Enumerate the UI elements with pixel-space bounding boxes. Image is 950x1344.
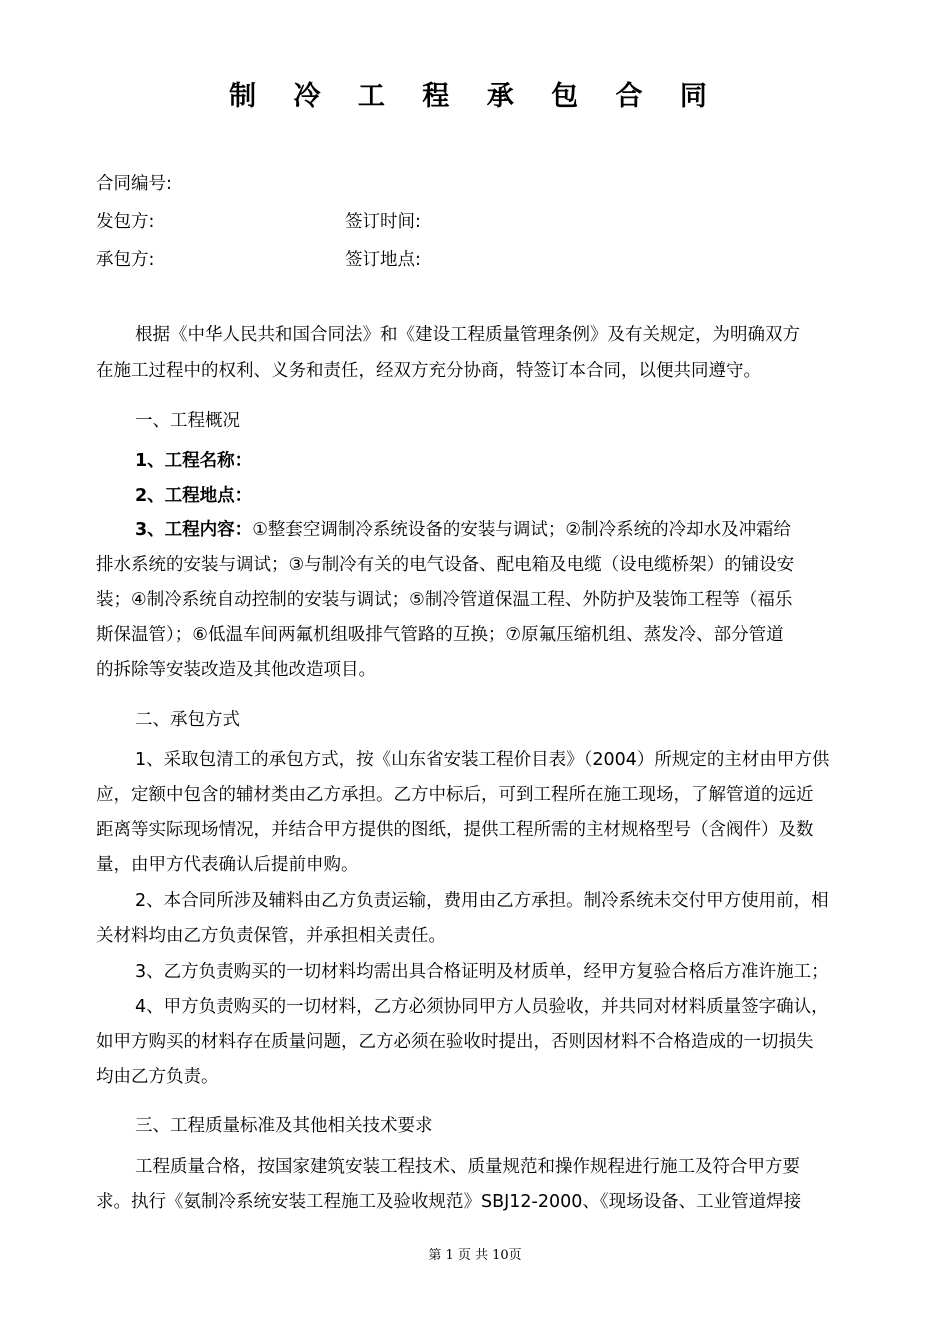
project-location-label: 2、工程地点： bbox=[135, 486, 253, 506]
project-content-label: 3、工程内容： bbox=[135, 520, 253, 540]
clause-line: 量，由甲方代表确认后提前申购。 bbox=[96, 855, 359, 875]
clause-line: 4、甲方负责购买的一切材料，乙方必须协同甲方人员验收，并共同对材料质量签字确认， bbox=[135, 997, 829, 1017]
clause-line: 2、本合同所涉及辅料由乙方负责运输，费用由乙方承担。制冷系统未交付甲方使用前，相 bbox=[135, 891, 829, 911]
page-footer: 第 1 页 共 10页 bbox=[428, 1248, 522, 1263]
project-name-label: 1、工程名称： bbox=[135, 451, 253, 471]
project-content-line bbox=[135, 518, 791, 542]
clause-line: 求。执行《氨制冷系统安装工程施工及验收规范》SBJ12-2000、《现场设备、工业管道焊接 bbox=[96, 1192, 802, 1212]
sign-time-label: 签订时间: bbox=[345, 212, 421, 232]
preamble-line: 根据《中华人民共和国合同法》和《建设工程质量管理条例》及有关规定，为明确双方 bbox=[135, 325, 800, 345]
document-title: 制 冷 工 程 承 包 合 同 bbox=[229, 81, 721, 112]
contractor-label: 承包方: bbox=[96, 250, 155, 270]
project-content-line: 装；④制冷系统自动控制的安装与调试；⑤制冷管道保温工程、外防护及装饰工程等（福乐 bbox=[96, 590, 793, 610]
section-heading: 三、工程质量标准及其他相关技术要求 bbox=[135, 1116, 433, 1136]
project-content-text: ①整套空调制冷系统设备的安装与调试；②制冷系统的冷却水及冲霜给 bbox=[252, 520, 792, 540]
project-content-line: 排水系统的安装与调试；③与制冷有关的电气设备、配电箱及电缆（设电缆桥架）的铺设安 bbox=[96, 555, 795, 575]
clause-line: 关材料均由乙方负责保管，并承担相关责任。 bbox=[96, 926, 446, 946]
sign-place-label: 签订地点: bbox=[345, 250, 421, 270]
clause-line: 工程质量合格，按国家建筑安装工程技术、质量规范和操作规程进行施工及符合甲方要 bbox=[135, 1157, 800, 1177]
clause-line: 1、采取包清工的承包方式，按《山东省安装工程价目表》（2004）所规定的主材由甲方供 bbox=[135, 750, 830, 770]
preamble-line: 在施工过程中的权利、义务和责任，经双方充分协商，特签订本合同，以便共同遵守。 bbox=[96, 361, 761, 381]
contract-number-label: 合同编号: bbox=[96, 174, 172, 194]
clause-line: 均由乙方负责。 bbox=[96, 1067, 219, 1087]
project-content-line: 的拆除等安装改造及其他改造项目。 bbox=[96, 660, 376, 680]
clause-line: 3、乙方负责购买的一切材料均需出具合格证明及材质单，经甲方复验合格后方准许施工； bbox=[135, 962, 829, 982]
project-content-line: 斯保温管）；⑥低温车间两氟机组吸排气管路的互换；⑦原氟压缩机组、蒸发冷、部分管道 bbox=[96, 625, 784, 645]
employer-label: 发包方: bbox=[96, 212, 155, 232]
clause-line: 距离等实际现场情况，并结合甲方提供的图纸，提供工程所需的主材规格型号（含阀件）及数 bbox=[96, 820, 814, 840]
clause-line: 应，定额中包含的辅材类由乙方承担。乙方中标后，可到工程所在施工现场，了解管道的远近 bbox=[96, 785, 814, 805]
clause-line: 如甲方购买的材料存在质量问题，乙方必须在验收时提出，否则因材料不合格造成的一切损失 bbox=[96, 1032, 814, 1052]
section-heading: 一、工程概况 bbox=[135, 411, 240, 431]
section-heading: 二、承包方式 bbox=[135, 710, 240, 730]
